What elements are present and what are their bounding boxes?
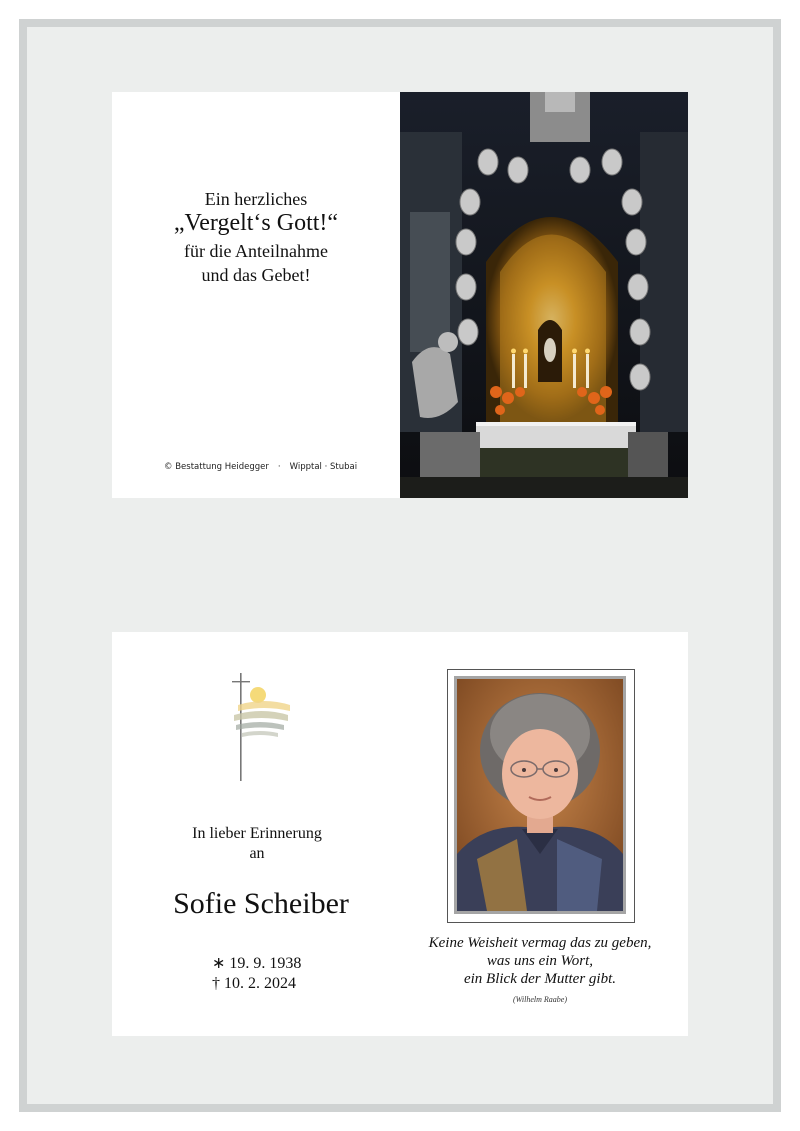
thanks-text-panel	[112, 92, 400, 498]
credit-left: © Bestattung Heidegger	[164, 462, 269, 472]
in-memory-line-2: an	[249, 845, 265, 862]
quote-line-2: was uns ein Wort,	[486, 953, 594, 969]
thanks-card	[112, 92, 688, 498]
funeral-home-credit	[164, 462, 364, 472]
thanks-line-1: Ein herzliches	[204, 189, 308, 209]
portrait-mat	[454, 676, 626, 914]
quote-author: (Wilhelm Raabe)	[513, 995, 567, 1004]
quote-line-3: ein Blick der Mutter gibt.	[463, 971, 617, 987]
death-date: † 10. 2. 2024	[212, 975, 296, 992]
portrait-photo	[457, 679, 623, 911]
birth-date: ∗ 19. 9. 1938	[212, 955, 302, 972]
in-memory-line-1: In lieber Erinnerung	[192, 825, 322, 842]
altar-photo	[400, 92, 688, 498]
in-memory-heading	[152, 824, 362, 864]
thanks-line-2: „Vergelt‘s Gott!“	[173, 210, 339, 236]
quote-line-1: Keine Weisheit vermag das zu geben,	[428, 935, 652, 951]
memorial-quote	[402, 934, 678, 988]
credit-right: Wipptal · Stubai	[289, 462, 358, 472]
thanks-line-4: und das Gebet!	[201, 265, 311, 285]
memorial-card	[112, 632, 688, 1036]
cross-sunset-icon	[224, 667, 296, 782]
deceased-name: Sofie Scheiber	[173, 887, 349, 920]
life-dates	[212, 954, 312, 994]
thanks-line-3: für die Anteilnahme	[184, 241, 328, 261]
portrait-frame	[447, 669, 635, 923]
credit-separator: ·	[277, 462, 281, 472]
